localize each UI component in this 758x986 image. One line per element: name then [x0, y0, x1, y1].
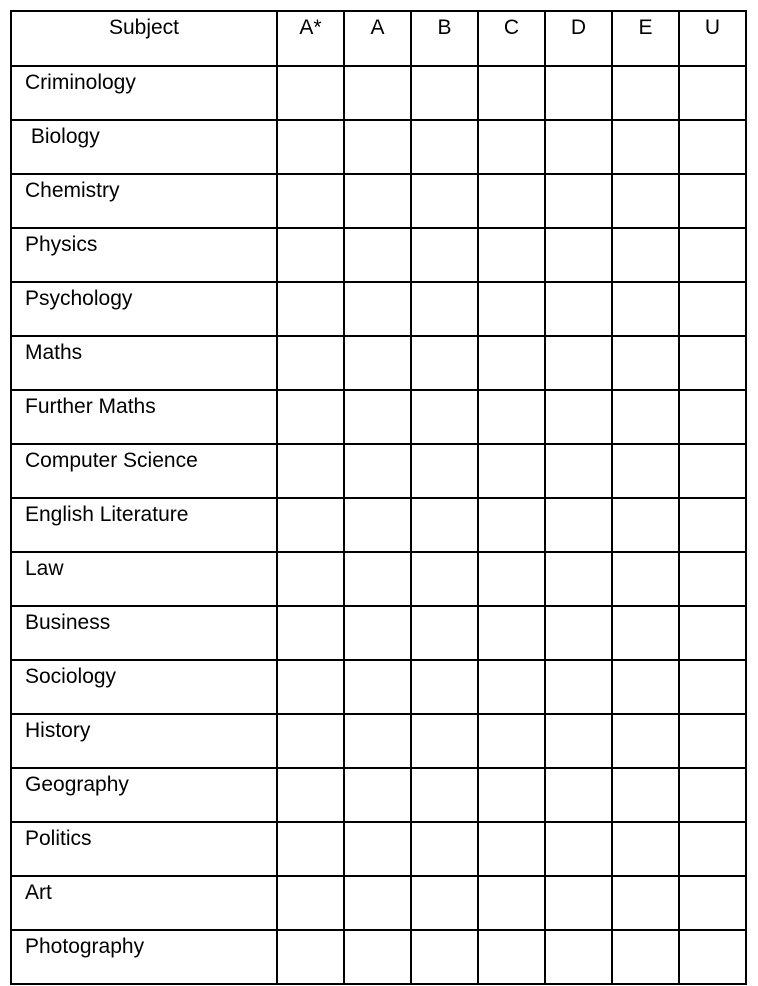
- grade-column-header-d: D: [545, 11, 612, 66]
- grade-cell-c: [478, 714, 545, 768]
- table-row: [11, 66, 746, 120]
- grade-cell-c: [478, 390, 545, 444]
- grade-cell-a: [344, 66, 411, 120]
- grade-cell-a: [344, 768, 411, 822]
- grade-cell-u: [679, 822, 746, 876]
- table-body: [11, 66, 746, 984]
- grade-cell-u: [679, 66, 746, 120]
- grade-cell-u: [679, 336, 746, 390]
- grade-cell-a-star: [277, 714, 344, 768]
- grade-cell-c: [478, 606, 545, 660]
- grade-cell-d: [545, 876, 612, 930]
- grade-cell-c: [478, 228, 545, 282]
- grade-cell-u: [679, 660, 746, 714]
- grade-cell-u: [679, 552, 746, 606]
- subject-cell: Business: [11, 606, 277, 660]
- grade-cell-e: [612, 552, 679, 606]
- grade-cell-e: [612, 228, 679, 282]
- subject-grade-table: [10, 10, 747, 985]
- grade-cell-a-star: [277, 174, 344, 228]
- grade-column-header-u: U: [679, 11, 746, 66]
- grade-cell-u: [679, 444, 746, 498]
- grade-cell-d: [545, 930, 612, 984]
- grade-cell-a: [344, 930, 411, 984]
- grade-cell-a-star: [277, 228, 344, 282]
- grade-cell-d: [545, 498, 612, 552]
- grade-cell-u: [679, 606, 746, 660]
- grade-cell-b: [411, 498, 478, 552]
- table-row: [11, 822, 746, 876]
- grade-cell-a-star: [277, 444, 344, 498]
- grade-cell-b: [411, 876, 478, 930]
- grade-column-header-a: A: [344, 11, 411, 66]
- table-row: [11, 120, 746, 174]
- grade-cell-b: [411, 66, 478, 120]
- table-row: [11, 282, 746, 336]
- grade-column-header-c: C: [478, 11, 545, 66]
- table-row: [11, 606, 746, 660]
- table-row: [11, 228, 746, 282]
- grade-cell-a: [344, 714, 411, 768]
- grade-cell-b: [411, 390, 478, 444]
- grade-cell-a: [344, 120, 411, 174]
- grade-cell-e: [612, 498, 679, 552]
- grade-cell-d: [545, 228, 612, 282]
- grade-cell-c: [478, 768, 545, 822]
- grade-cell-a-star: [277, 282, 344, 336]
- table-row: [11, 768, 746, 822]
- grade-cell-b: [411, 768, 478, 822]
- subject-cell: English Literature: [11, 498, 277, 552]
- grade-cell-c: [478, 120, 545, 174]
- grade-cell-a-star: [277, 336, 344, 390]
- grade-cell-a: [344, 444, 411, 498]
- grade-cell-c: [478, 930, 545, 984]
- grade-cell-e: [612, 444, 679, 498]
- subject-cell: Further Maths: [11, 390, 277, 444]
- grade-cell-e: [612, 336, 679, 390]
- grade-cell-d: [545, 660, 612, 714]
- subject-cell: Art: [11, 876, 277, 930]
- grade-cell-a-star: [277, 606, 344, 660]
- grade-cell-a: [344, 552, 411, 606]
- grade-column-header-e: E: [612, 11, 679, 66]
- grade-cell-a: [344, 660, 411, 714]
- grade-cell-a-star: [277, 498, 344, 552]
- subject-cell: Politics: [11, 822, 277, 876]
- grade-cell-d: [545, 444, 612, 498]
- grade-cell-b: [411, 552, 478, 606]
- subject-cell: Biology: [11, 120, 277, 174]
- table-row: [11, 876, 746, 930]
- grade-cell-b: [411, 660, 478, 714]
- grade-column-header-a-star: A*: [277, 11, 344, 66]
- subject-cell: Photography: [11, 930, 277, 984]
- table-row: [11, 174, 746, 228]
- grade-cell-d: [545, 174, 612, 228]
- grade-cell-e: [612, 714, 679, 768]
- table-row: [11, 660, 746, 714]
- grade-cell-a-star: [277, 822, 344, 876]
- table-row: [11, 390, 746, 444]
- subject-cell: History: [11, 714, 277, 768]
- table-row: [11, 444, 746, 498]
- grade-cell-d: [545, 714, 612, 768]
- grade-cell-u: [679, 228, 746, 282]
- grade-cell-a: [344, 228, 411, 282]
- grade-cell-a-star: [277, 930, 344, 984]
- grade-cell-a-star: [277, 660, 344, 714]
- grade-cell-c: [478, 66, 545, 120]
- grade-cell-b: [411, 228, 478, 282]
- grade-cell-a-star: [277, 768, 344, 822]
- grade-cell-b: [411, 120, 478, 174]
- grade-cell-e: [612, 930, 679, 984]
- grade-cell-a: [344, 606, 411, 660]
- grade-cell-u: [679, 282, 746, 336]
- grade-cell-d: [545, 336, 612, 390]
- grade-cell-e: [612, 282, 679, 336]
- grade-cell-a-star: [277, 390, 344, 444]
- grade-cell-b: [411, 282, 478, 336]
- subject-cell: Law: [11, 552, 277, 606]
- grade-cell-a: [344, 498, 411, 552]
- grade-cell-e: [612, 174, 679, 228]
- subject-cell: Psychology: [11, 282, 277, 336]
- grade-cell-a: [344, 174, 411, 228]
- grade-cell-b: [411, 606, 478, 660]
- grade-cell-d: [545, 552, 612, 606]
- grade-cell-d: [545, 390, 612, 444]
- subject-cell: Physics: [11, 228, 277, 282]
- grade-cell-c: [478, 282, 545, 336]
- grade-cell-a: [344, 282, 411, 336]
- grade-cell-d: [545, 282, 612, 336]
- grade-cell-a-star: [277, 876, 344, 930]
- grade-cell-a-star: [277, 552, 344, 606]
- grade-cell-u: [679, 390, 746, 444]
- grade-cell-e: [612, 66, 679, 120]
- grade-cell-b: [411, 336, 478, 390]
- grade-cell-c: [478, 876, 545, 930]
- grade-cell-e: [612, 120, 679, 174]
- grade-cell-u: [679, 714, 746, 768]
- grade-cell-a-star: [277, 66, 344, 120]
- subject-cell: Chemistry: [11, 174, 277, 228]
- grade-cell-u: [679, 120, 746, 174]
- grade-column-header-b: B: [411, 11, 478, 66]
- grade-cell-a: [344, 822, 411, 876]
- grade-cell-c: [478, 660, 545, 714]
- grade-cell-a: [344, 876, 411, 930]
- subject-cell: Sociology: [11, 660, 277, 714]
- grade-cell-u: [679, 498, 746, 552]
- table-row: [11, 714, 746, 768]
- grade-cell-u: [679, 768, 746, 822]
- grade-cell-b: [411, 930, 478, 984]
- grade-cell-e: [612, 606, 679, 660]
- grade-cell-b: [411, 444, 478, 498]
- grade-cell-e: [612, 876, 679, 930]
- grade-cell-c: [478, 336, 545, 390]
- subject-cell: Computer Science: [11, 444, 277, 498]
- subject-column-header: Subject: [11, 11, 277, 66]
- grade-cell-c: [478, 174, 545, 228]
- grade-cell-e: [612, 768, 679, 822]
- grade-cell-b: [411, 822, 478, 876]
- subject-cell: Geography: [11, 768, 277, 822]
- grade-cell-c: [478, 822, 545, 876]
- grade-cell-c: [478, 552, 545, 606]
- grade-cell-d: [545, 822, 612, 876]
- grade-cell-c: [478, 444, 545, 498]
- grade-cell-e: [612, 660, 679, 714]
- grade-cell-d: [545, 120, 612, 174]
- grade-cell-u: [679, 174, 746, 228]
- table-row: [11, 336, 746, 390]
- table-row: [11, 498, 746, 552]
- grade-cell-c: [478, 498, 545, 552]
- grade-cell-d: [545, 606, 612, 660]
- grade-cell-b: [411, 714, 478, 768]
- table-header-row: [11, 11, 746, 66]
- grade-cell-u: [679, 876, 746, 930]
- subject-cell: Maths: [11, 336, 277, 390]
- grade-cell-d: [545, 768, 612, 822]
- grade-cell-a: [344, 336, 411, 390]
- grade-cell-a: [344, 390, 411, 444]
- table-row: [11, 552, 746, 606]
- subject-cell: Criminology: [11, 66, 277, 120]
- grade-cell-a-star: [277, 120, 344, 174]
- grade-cell-u: [679, 930, 746, 984]
- grade-cell-b: [411, 174, 478, 228]
- grade-cell-e: [612, 822, 679, 876]
- grade-cell-d: [545, 66, 612, 120]
- table-row: [11, 930, 746, 984]
- grade-cell-e: [612, 390, 679, 444]
